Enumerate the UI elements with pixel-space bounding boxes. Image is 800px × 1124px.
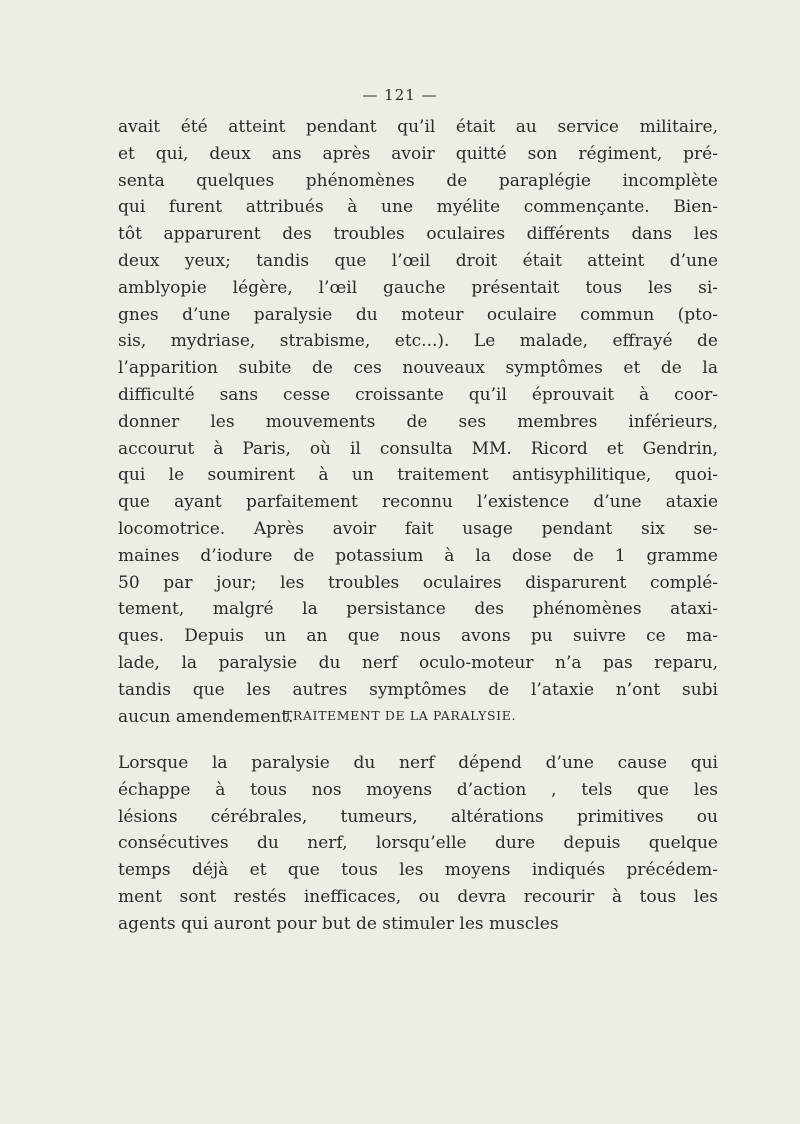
text-line: donner les mouvements de ses membres inférieurs, — [118, 411, 718, 432]
text-line: consécutives du nerf, lorsqu’elle dure depuis quelque — [118, 833, 718, 854]
text-line: amblyopie légère, l’œil gauche présentait tous les si- — [118, 277, 718, 298]
text-line: difficulté sans cesse croissante qu’il éprouvait à coor- — [118, 384, 718, 405]
text-line: accourut à Paris, où il consulta MM. Ricord et Gendrin, — [118, 438, 718, 459]
paragraph-treatment — [118, 750, 718, 938]
text-line: temps déjà et que tous les moyens indiqués précédem- — [118, 860, 718, 881]
text-line: l’apparition subite de ces nouveaux symptômes et de la — [118, 358, 718, 379]
text-line: senta quelques phénomènes de paraplégie incomplète — [118, 170, 718, 191]
text-line: maines d’iodure de potassium à la dose de 1 gramme — [118, 545, 718, 566]
paragraph-case-report — [118, 114, 718, 730]
text-line: tandis que les autres symptômes de l’ataxie n’ont subi — [118, 679, 718, 700]
text-line: agents qui auront pour but de stimuler les muscles — [118, 913, 559, 934]
page-number: — 121 — — [362, 86, 438, 104]
text-line: lade, la paralysie du nerf oculo-moteur n’a pas reparu, — [118, 652, 718, 673]
text-line: gnes d’une paralysie du moteur oculaire commun (pto- — [118, 304, 718, 325]
text-line: tement, malgré la persistance des phénomènes ataxi- — [118, 599, 718, 620]
text-line: qui furent attribués à une myélite commençante. Bien- — [118, 197, 718, 218]
text-line: Lorsque la paralysie du nerf dépend d’une cause qui — [118, 753, 718, 773]
text-line: lésions cérébrales, tumeurs, altérations primitives ou — [118, 806, 718, 827]
text-line: locomotrice. Après avoir fait usage pendant six se- — [118, 518, 718, 539]
text-line: deux yeux; tandis que l’œil droit était atteint d’une — [118, 250, 718, 271]
text-line: aucun amendement. — [118, 706, 294, 727]
section-heading: TRAITEMENT DE LA PARALYSIE. — [283, 708, 517, 723]
text-line: et qui, deux ans après avoir quitté son régiment, pré- — [118, 143, 718, 164]
text-line: tôt apparurent des troubles oculaires différents dans les — [118, 224, 718, 245]
text-line: qui le soumirent à un traitement antisyphilitique, quoi- — [118, 465, 718, 486]
text-line: ment sont restés inefficaces, ou devra recourir à tous les — [118, 886, 718, 907]
text-line: échappe à tous nos moyens d’action , tels que les — [118, 779, 718, 800]
text-line: que ayant parfaitement reconnu l’existence d’une ataxie — [118, 492, 718, 513]
text-line: avait été atteint pendant qu’il était au service militaire, — [118, 117, 718, 137]
text-line: sis, mydriase, strabisme, etc...). Le malade, effrayé de — [118, 331, 718, 352]
text-line: ques. Depuis un an que nous avons pu suivre ce ma- — [118, 626, 718, 647]
text-line: 50 par jour; les troubles oculaires disparurent complé- — [118, 572, 718, 593]
